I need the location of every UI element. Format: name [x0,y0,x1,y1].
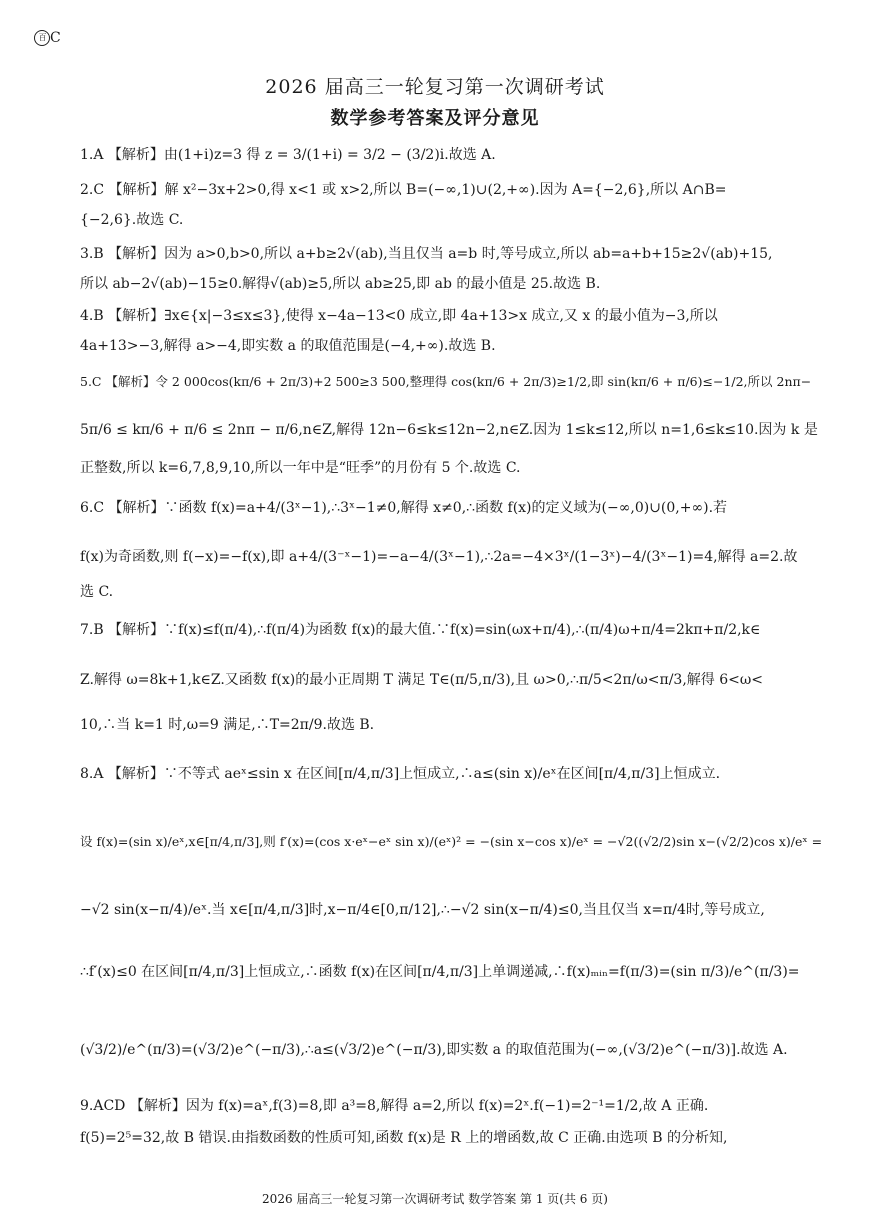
answer-line: 2.C 【解析】解 x²−3x+2>0,得 x<1 或 x>2,所以 B=(−∞,1)∪(2,+∞).因为 A={−2,6},所以 A∩B= [80,182,727,198]
answer-line: 4.B 【解析】∃x∈{x|−3≤x≤3},使得 x−4a−13<0 成立,即 4a+13>x 成立,又 x 的最小值为−3,所以 [80,308,718,324]
answer-line: 7.B 【解析】∵f(x)≤f(π/4),∴f(π/4)为函数 f(x)的最大值.∵f(x)=sin(ωx+π/4),∴(π/4)ω+π/4=2kπ+π/2,k∈ [80,622,761,638]
answer-line: 正整数,所以 k=6,7,8,9,10,所以一年中是“旺季”的月份有 5 个.故选 C. [80,460,521,476]
answer-line: 6.C 【解析】∵函数 f(x)=a+4/(3ˣ−1),∴3ˣ−1≠0,解得 x≠0,∴函数 f(x)的定义域为(−∞,0)∪(0,+∞).若 [80,500,728,516]
answer-line: 1.A 【解析】由(1+i)z=3 得 z = 3/(1+i) = 3/2 − (3/2)i.故选 A. [80,147,496,163]
page-title: 2026 届高三一轮复习第一次调研考试 [265,76,605,98]
answer-line: ∴f′(x)≤0 在区间[π/4,π/3]上恒成立,∴函数 f(x)在区间[π/4,π/3]上单调递减,∴f(x)ₘᵢₙ=f(π/3)=(sin π/3)/e^(π/3)= [80,964,800,980]
answer-line: 3.B 【解析】因为 a>0,b>0,所以 a+b≥2√(ab),当且仅当 a=b 时,等号成立,所以 ab=a+b+15≥2√(ab)+15, [80,246,773,262]
answer-line: 4a+13>−3,解得 a>−4,即实数 a 的取值范围是(−4,+∞).故选 B. [80,338,496,354]
logo-letter: C [50,30,60,46]
answer-line: {−2,6}.故选 C. [80,212,184,228]
answer-line: 8.A 【解析】∵不等式 aeˣ≤sin x 在区间[π/4,π/3]上恒成立,∴a≤(sin x)/eˣ在区间[π/4,π/3]上恒成立. [80,766,721,782]
answer-line: 5π/6 ≤ kπ/6 + π/6 ≤ 2nπ − π/6,n∈Z,解得 12n−6≤k≤12n−2,n∈Z.因为 1≤k≤12,所以 n=1,6≤k≤10.因为 k 是 [80,422,818,438]
answer-line: f(5)=2⁵=32,故 B 错误.由指数函数的性质可知,函数 f(x)是 R 上的增函数,故 C 正确.由选项 B 的分析知, [80,1130,728,1146]
answer-line: Z.解得 ω=8k+1,k∈Z.又函数 f(x)的最小正周期 T 满足 T∈(π/5,π/3),且 ω>0,∴π/5<2π/ω<π/3,解得 6<ω< [80,672,763,688]
answer-line: 所以 ab−2√(ab)−15≥0.解得√(ab)≥5,所以 ab≥25,即 ab 的最小值是 25.故选 B. [80,276,601,292]
answer-line: f(x)为奇函数,则 f(−x)=−f(x),即 a+4/(3⁻ˣ−1)=−a−4/(3ˣ−1),∴2a=−4×3ˣ/(1−3ˣ)−4/(3ˣ−1)=4,解得 a=2.故 [80,549,798,565]
logo-badge: 百 [34,30,50,46]
publisher-logo [34,30,60,46]
answer-line: −√2 sin(x−π/4)/eˣ.当 x∈[π/4,π/3]时,x−π/4∈[0,π/12],∴−√2 sin(x−π/4)≤0,当且仅当 x=π/4时,等号成立, [80,902,765,918]
answer-line: 9.ACD 【解析】因为 f(x)=aˣ,f(3)=8,即 a³=8,解得 a=2,所以 f(x)=2ˣ.f(−1)=2⁻¹=1/2,故 A 正确. [80,1098,709,1114]
page-subtitle: 数学参考答案及评分意见 [330,108,540,129]
answer-line: 10,∴当 k=1 时,ω=9 满足,∴T=2π/9.故选 B. [80,717,375,733]
answer-line: 选 C. [80,584,114,600]
answer-line: 5.C 【解析】令 2 000cos(kπ/6 + 2π/3)+2 500≥3 500,整理得 cos(kπ/6 + 2π/3)≥1/2,即 sin(kπ/6 + π/6)≤−1/2,所以 2nπ− [80,374,812,389]
answer-line: 设 f(x)=(sin x)/eˣ,x∈[π/4,π/3],则 f′(x)=(cos x·eˣ−eˣ sin x)/(eˣ)² = −(sin x−cos x)/eˣ = −√2((√2/2)sin x−(√2/2)cos x)/eˣ = [80,834,823,849]
answer-line: (√3/2)/e^(π/3)=(√3/2)e^(−π/3),∴a≤(√3/2)e^(−π/3),即实数 a 的取值范围为(−∞,(√3/2)e^(−π/3)].故选 A. [80,1042,788,1058]
page-footer: 2026 届高三一轮复习第一次调研考试 数学答案 第 1 页(共 6 页) [262,1192,608,1206]
